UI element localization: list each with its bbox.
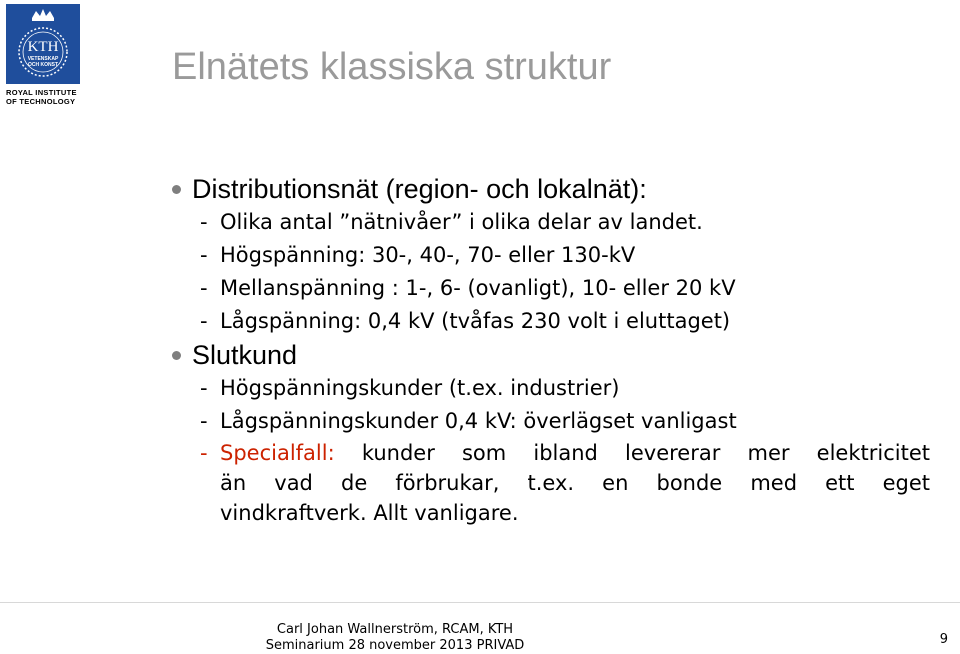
bullet-dot-icon	[172, 185, 181, 194]
bullet-dot-icon	[172, 351, 181, 360]
bullet-label: Slutkund	[192, 340, 298, 370]
logo-letters: KTH	[27, 39, 59, 55]
logo-caption-2: OF TECHNOLOGY	[6, 97, 76, 106]
sub-item: - Mellanspänning : 1-, 6- (ovanligt), 10- eller 20 kV	[200, 276, 736, 300]
bullet-label: Distributionsnät (region- och lokalnät):	[192, 174, 647, 204]
crown-icon	[6, 4, 80, 84]
slide-content	[170, 172, 930, 528]
special-highlight: - Specialfall:	[200, 441, 335, 465]
special-line-2: än vad de förbrukar, t.ex. en bonde med ett eget	[220, 471, 930, 495]
sub-item: - Olika antal ”nätnivåer” i olika delar av landet.	[200, 210, 703, 234]
logo-motto-2: OCH KONST	[28, 62, 58, 68]
footer	[0, 622, 790, 654]
bullet-slutkund	[170, 338, 930, 372]
kth-seal	[6, 4, 80, 84]
kth-logo	[6, 4, 80, 108]
special-case-paragraph	[170, 438, 930, 528]
sub-item: - Högspänning: 30-, 40-, 70- eller 130-kV	[200, 243, 636, 267]
logo-caption-1: ROYAL INSTITUTE	[6, 88, 77, 97]
special-line-1: - Specialfall: kunder som ibland levererar mer elektricitet	[200, 438, 930, 468]
logo-motto-1: VETENSKAP	[27, 56, 59, 62]
bullet-distribution	[170, 172, 930, 206]
page-number: 9	[939, 632, 948, 647]
slide-title: Elnätets klassiska struktur	[172, 46, 612, 88]
logo-caption	[6, 88, 96, 106]
footer-event: Seminarium 28 november 2013 PRIVAD	[265, 638, 525, 653]
special-line-3: vindkraftverk. Allt vanligare.	[220, 501, 519, 525]
sub-item: - Lågspänningskunder 0,4 kV: överlägset vanligast	[200, 409, 737, 433]
footer-divider	[0, 602, 960, 603]
sub-item: - Lågspänning: 0,4 kV (tvåfas 230 volt i eluttaget)	[200, 309, 731, 333]
sub-item: - Högspänningskunder (t.ex. industrier)	[200, 376, 620, 400]
footer-author: Carl Johan Wallnerström, RCAM, KTH	[276, 622, 514, 637]
